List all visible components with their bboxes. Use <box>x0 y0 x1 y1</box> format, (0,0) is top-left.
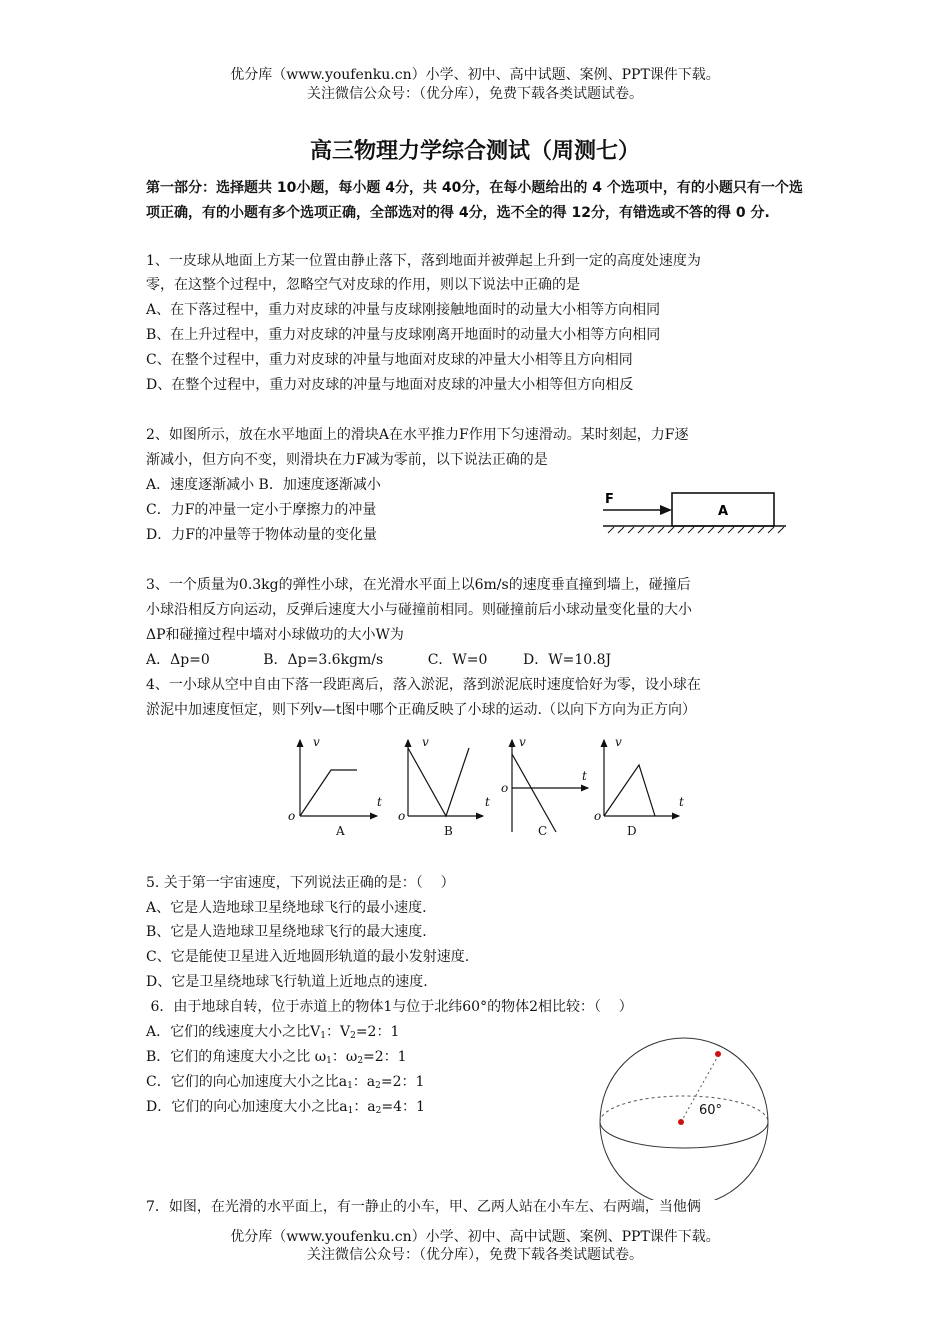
q6-equator-front <box>600 1122 768 1148</box>
q6-equator-back <box>600 1096 768 1122</box>
q3-stem-line-3: ΔP和碰撞过程中墙对小球做功的大小W为 <box>146 627 404 643</box>
q5-option-b: B、它是人造地球卫星绕地球飞行的最大速度. <box>146 924 427 940</box>
q2-option-c: C．力F的冲量一定小于摩擦力的冲量 <box>146 502 377 518</box>
q4-graph-d-label: D <box>627 824 637 838</box>
q4-graph-b-t-label: t <box>485 795 490 809</box>
q5-option-c: C、它是能使卫星进入近地圆形轨道的最小发射速度. <box>146 949 470 965</box>
q3-stem-line-1: 3、一个质量为0.3kg的弹性小球，在光滑水平面上以6m/s的速度垂直撞到墙上，碰撞后 <box>146 577 691 593</box>
header-line-2: 关注微信公众号：（优分库），免费下载各类试题试卷。 <box>307 86 643 102</box>
q1-stem-line-1: 1、一皮球从地面上方某一位置由静止落下，落到地面并被弹起上升到一定的高度处速度为 <box>146 253 701 269</box>
q6-earth-circle <box>600 1038 768 1200</box>
q1-option-a: A、在下落过程中，重力对皮球的冲量与皮球刚接触地面时的动量大小相等方向相同 <box>146 302 661 318</box>
q4-graph-b-label: B <box>444 824 453 838</box>
q2-stem-line-1: 2、如图所示，放在水平地面上的滑块A在水平推力F作用下匀速滑动。某时刻起，力F逐 <box>146 427 689 443</box>
q3-stem-line-2: 小球沿相反方向运动，反弹后速度大小与碰撞前相同。则碰撞前后小球动量变化量的大小 <box>146 602 692 618</box>
q6-angle-label: 60° <box>699 1103 723 1118</box>
footer-line-2: 关注微信公众号：（优分库），免费下载各类试题试卷。 <box>307 1247 643 1263</box>
q4-graph-c-v-label: v <box>519 735 526 749</box>
q6-option-a: A．它们的线速度大小之比$V_1$：$V_2=2$：1 <box>146 1024 400 1041</box>
section-intro: 第一部分：选择题共 10小题，每小题 4分，共 40分，在每小题给出的 4 个选项中，有的小题只有一个选项正确，有的小题有多个选项正确，全部选对的得 4分，选不全的得 12分，有错选或不答的得 0 分. <box>146 180 803 221</box>
q6-object-2-dot <box>715 1051 721 1057</box>
q6-earth-figure <box>596 1036 776 1200</box>
q5-option-d: D、它是卫星绕地球飞行轨道上近地点的速度. <box>146 974 428 990</box>
q4-graph-d-origin: o <box>594 809 602 823</box>
q2-block-figure <box>600 486 790 536</box>
q4-stem-line-1: 4、一小球从空中自由下落一段距离后，落入淤泥，落到淤泥底时速度恰好为零，设小球在 <box>146 677 701 693</box>
q4-graph-d-v-label: v <box>615 735 622 749</box>
q4-graph-a-label: A <box>336 824 345 838</box>
q4-graph-a-origin: o <box>288 809 296 823</box>
q2-ground-hatch <box>608 527 784 533</box>
q4-graph-d <box>594 735 684 838</box>
q5-stem: 5. 关于第一宇宙速度，下列说法正确的是：（ ） <box>146 875 455 891</box>
q6-option-d: D．它们的向心加速度大小之比$a_1$：$a_2=4$：1 <box>146 1099 425 1116</box>
q1-stem-line-2: 零，在这整个过程中，忽略空气对皮球的作用，则以下说法中正确的是 <box>146 277 580 293</box>
q2-arrow-head <box>660 505 672 515</box>
q4-graph-c-origin: o <box>501 781 509 795</box>
q5-option-a: A、它是人造地球卫星绕地球飞行的最小速度. <box>146 900 427 916</box>
q4-graph-c-label: C <box>538 824 548 838</box>
q7-stem-line-1: 7．如图，在光滑的水平面上，有一静止的小车，甲、乙两人站在小车左、右两端，当他俩 <box>146 1199 701 1215</box>
q4-graph-d-t-label: t <box>679 795 684 809</box>
q4-graph-a <box>288 735 382 838</box>
q2-options-ab: A．速度逐渐减小 B．加速度逐渐减小 <box>146 477 381 493</box>
q3-options: A．Δp=0 B．Δp=3.6kgm/s C．W=0 D．W=10.8J <box>146 652 612 668</box>
q1-option-d: D、在整个过程中，重力对皮球的冲量与地面对皮球的冲量大小相等但方向相反 <box>146 377 634 393</box>
q4-graph-b <box>398 735 490 838</box>
q4-graph-a-t-label: t <box>377 795 382 809</box>
q6-object-1-dot <box>678 1119 684 1125</box>
q4-vt-graphs <box>285 732 705 840</box>
q2-force-label: F <box>605 492 614 507</box>
q4-graph-a-v-label: v <box>313 735 320 749</box>
q4-graph-b-v-label: v <box>422 735 429 749</box>
header-line-1: 优分库（www.youfenku.cn）小学、初中、高中试题、案例、PPT课件下载。 <box>230 67 720 83</box>
q1-option-c: C、在整个过程中，重力对皮球的冲量与地面对皮球的冲量大小相等且方向相同 <box>146 352 633 368</box>
q6-stem: 6．由于地球自转，位于赤道上的物体1与位于北纬60°的物体2相比较：（ ） <box>146 999 633 1015</box>
q4-stem-line-2: 淤泥中加速度恒定，则下列v—t图中哪个正确反映了小球的运动.（以向下方向为正方向） <box>146 702 696 718</box>
page-title: 高三物理力学综合测试（周测七） <box>309 139 640 164</box>
q4-graph-b-origin: o <box>398 809 406 823</box>
q2-stem-line-2: 渐减小，但方向不变，则滑块在力F减为零前，以下说法正确的是 <box>146 452 548 468</box>
q2-option-d: D．力F的冲量等于物体动量的变化量 <box>146 527 377 543</box>
q1-option-b: B、在上升过程中，重力对皮球的冲量与皮球刚离开地面时的动量大小相等方向相同 <box>146 327 661 343</box>
q4-graph-c-t-label: t <box>582 769 587 783</box>
q6-option-b: B．它们的角速度大小之比 $\omega_1$：$\omega_2=2$：1 <box>146 1049 407 1066</box>
q4-graph-c <box>501 735 588 838</box>
footer-line-1: 优分库（www.youfenku.cn）小学、初中、高中试题、案例、PPT课件下载。 <box>230 1229 720 1245</box>
q6-option-c: C．它们的向心加速度大小之比$a_1$：$a_2=2$：1 <box>146 1074 425 1091</box>
q2-block-label: A <box>718 504 729 519</box>
